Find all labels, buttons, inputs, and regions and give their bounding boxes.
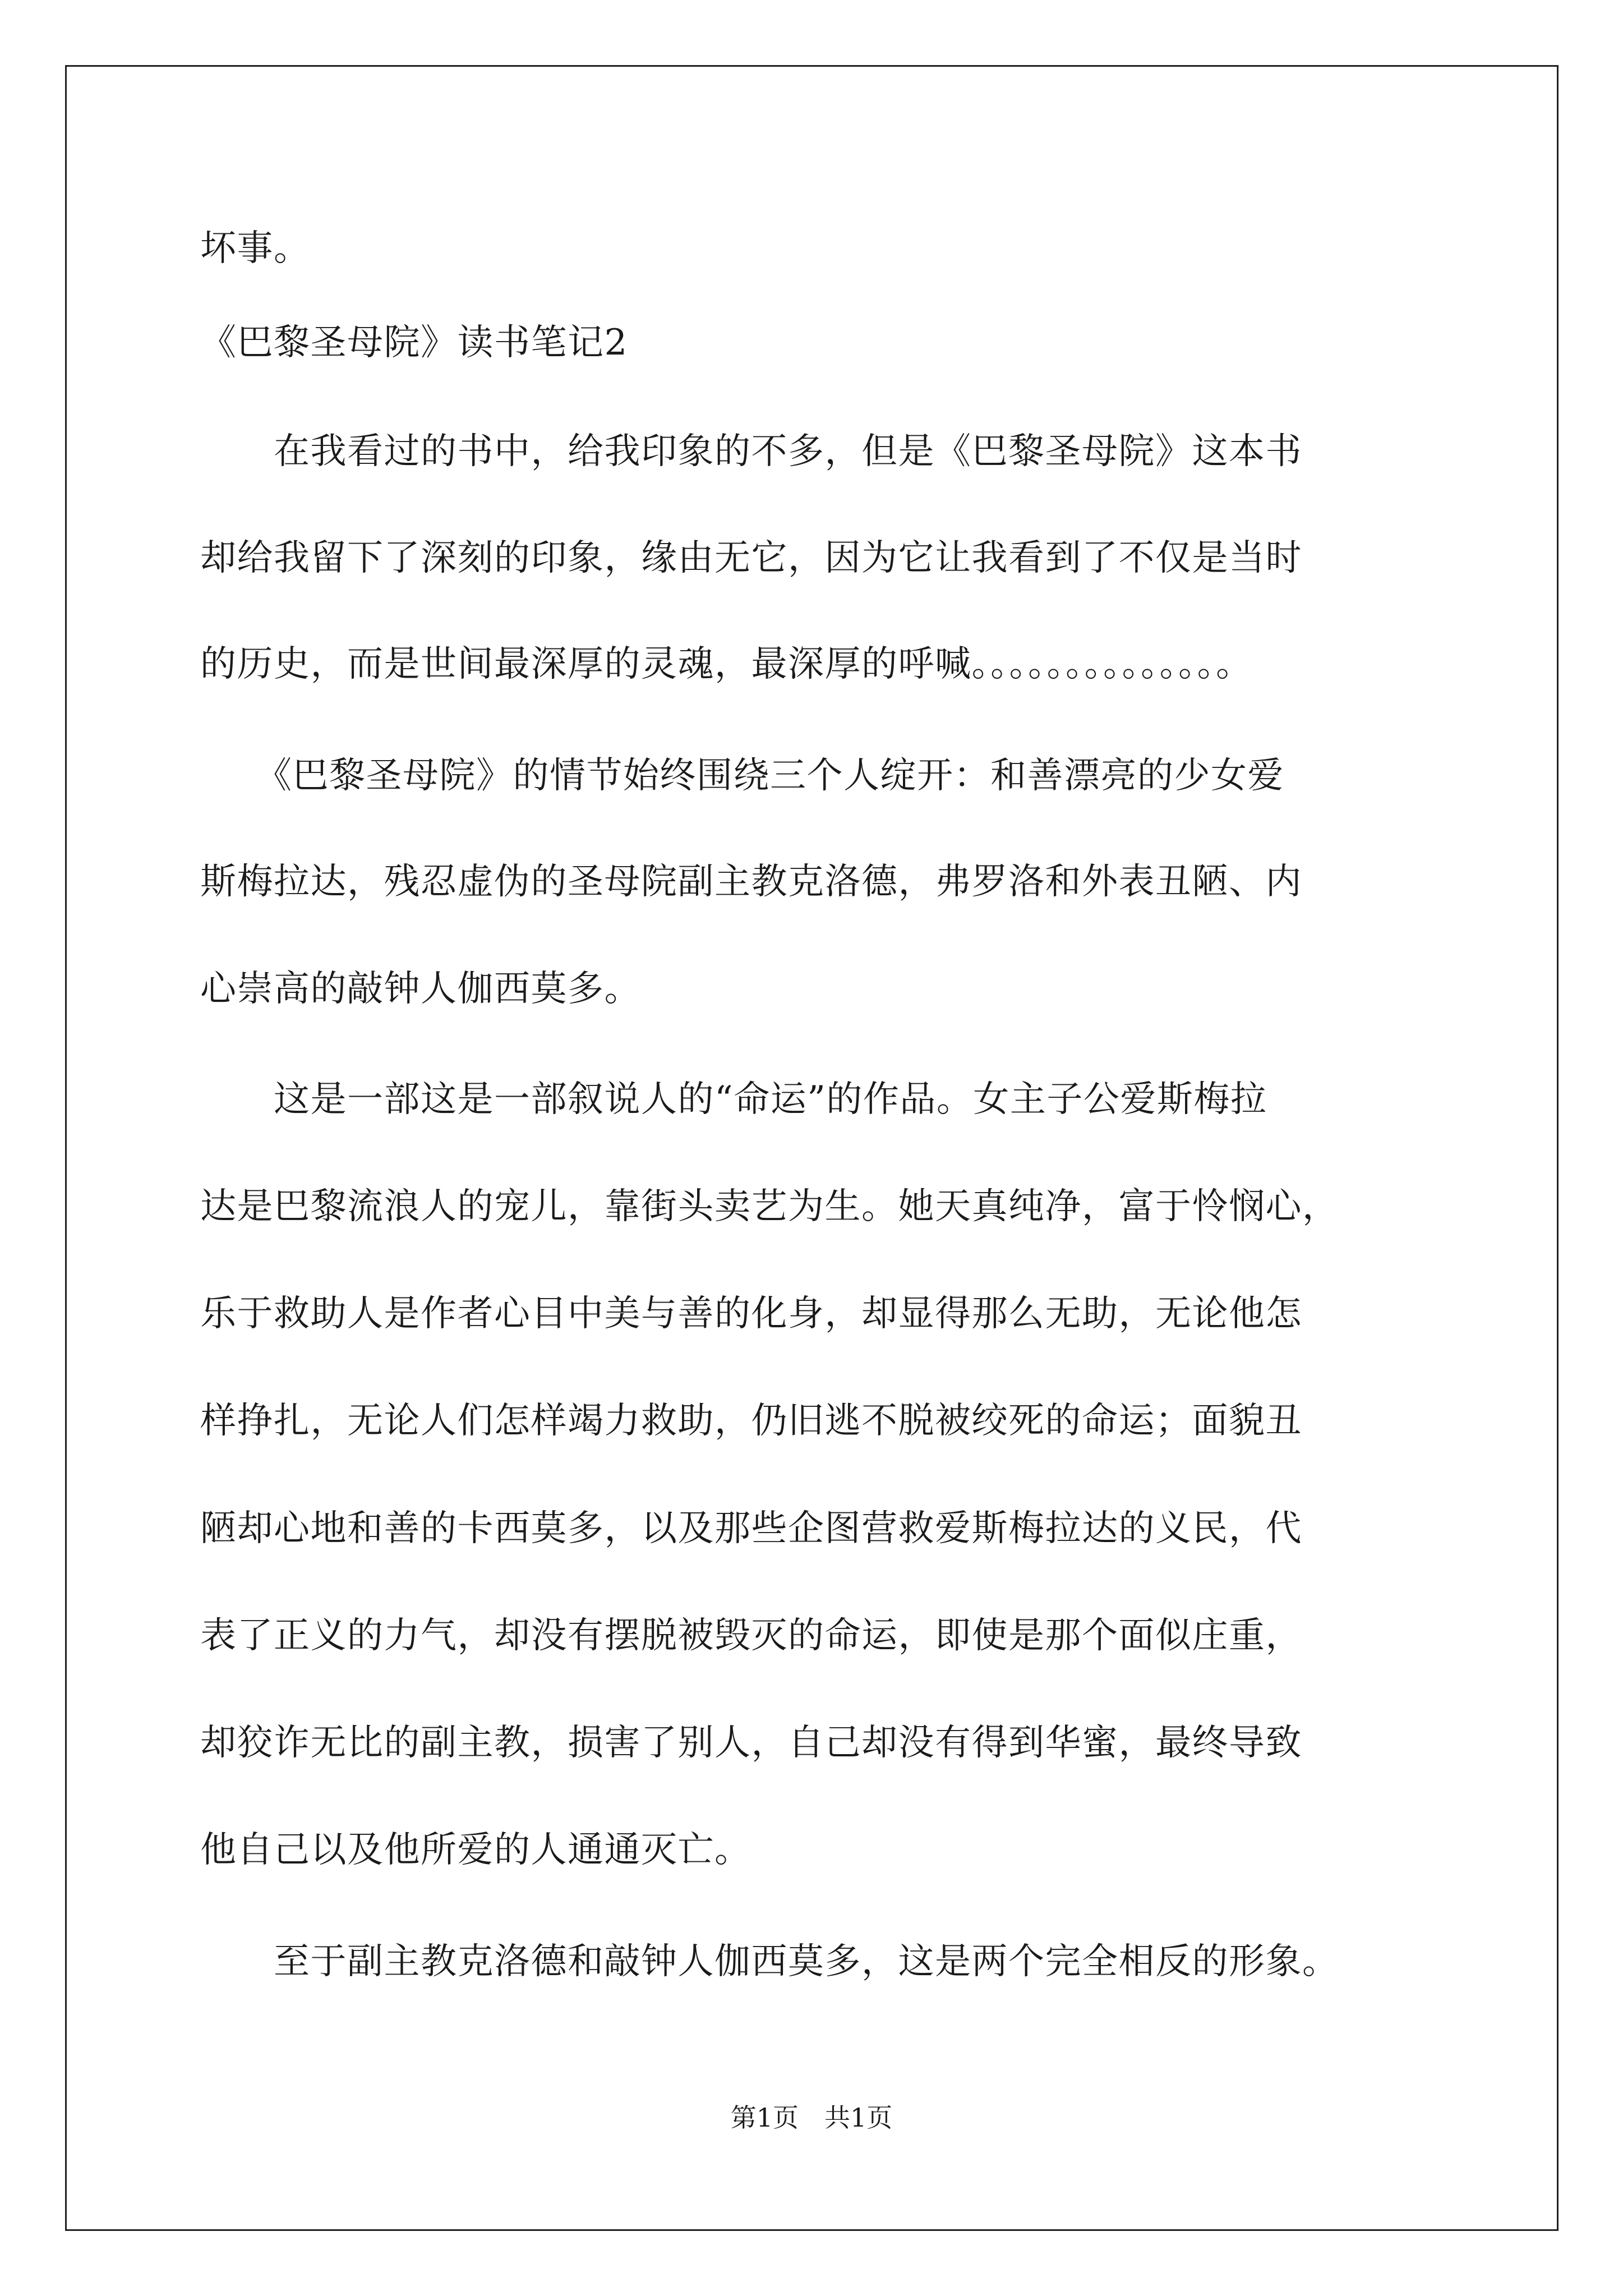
text-line: 这是一部这是一部叙说人的“命运”的作品。女主子公爱斯梅拉 xyxy=(200,1079,1267,1120)
text-line: 样挣扎，无论人们怎样竭力救助，仍旧逃不脱被绞死的命运；面貌丑 xyxy=(200,1400,1302,1442)
text-line: 却狡诈无比的副主教，损害了别人，自己却没有得到华蜜，最终导致 xyxy=(200,1722,1302,1764)
text-line: 心崇高的敲钟人伽西莫多。 xyxy=(200,968,641,1010)
text-line: 在我看过的书中，给我印象的不多，但是《巴黎圣母院》这本书 xyxy=(200,431,1302,472)
text-line: 达是巴黎流浪人的宠儿，靠街头卖艺为生。她天真纯净，富于怜悯心， xyxy=(200,1186,1339,1227)
text-line: 斯梅拉达，残忍虚伪的圣母院副主教克洛德，弗罗洛和外表丑陋、内 xyxy=(200,861,1302,903)
text-line: 坏事。 xyxy=(200,228,311,269)
page-border xyxy=(65,65,1559,2231)
text-line: 《巴黎圣母院》的情节始终围绕三个人绽开：和善漂亮的少女爱 xyxy=(200,755,1284,797)
text-line: 陋却心地和善的卡西莫多，以及那些企图营救爱斯梅拉达的义民，代 xyxy=(200,1508,1302,1549)
page-number: 第1页 共1页 xyxy=(730,2102,893,2133)
text-line: 却给我留下了深刻的印象，缘由无它，因为它让我看到了不仅是当时 xyxy=(200,537,1302,579)
section-title: 《巴黎圣母院》读书笔记2 xyxy=(200,322,628,364)
text-line: 的历史，而是世间最深厚的灵魂，最深厚的呼喊。。。。。。。。。。。。。。 xyxy=(200,643,1253,685)
text-line: 他自己以及他所爱的人通通灭亡。 xyxy=(200,1829,751,1871)
text-line: 表了正义的力气，却没有摆脱被毁灭的命运，即使是那个面似庄重， xyxy=(200,1615,1302,1657)
text-line: 乐于救助人是作者心目中美与善的化身，却显得那么无助，无论他怎 xyxy=(200,1293,1302,1335)
text-line: 至于副主教克洛德和敲钟人伽西莫多，这是两个完全相反的形象。 xyxy=(200,1941,1339,1982)
